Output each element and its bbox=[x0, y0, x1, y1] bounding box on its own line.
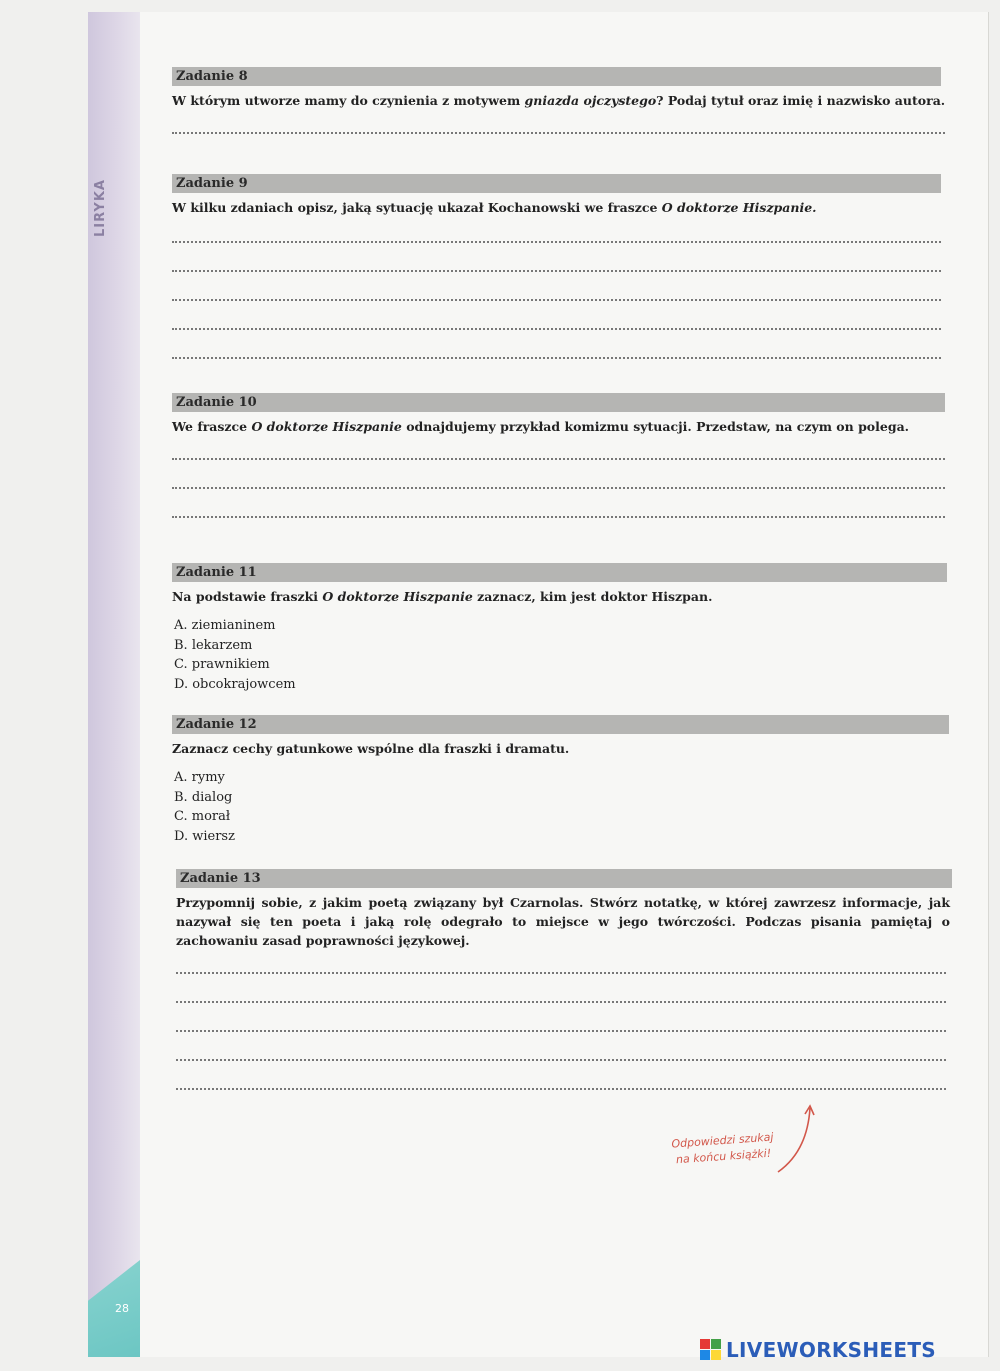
answer-line[interactable] bbox=[172, 299, 941, 301]
answer-line[interactable] bbox=[172, 458, 945, 460]
option-b[interactable]: B. lekarzem bbox=[174, 637, 253, 653]
task-10 bbox=[172, 393, 945, 518]
option-a[interactable]: A. ziemianinem bbox=[174, 618, 276, 633]
answer-line[interactable] bbox=[176, 1030, 946, 1032]
answer-options bbox=[172, 768, 949, 846]
option-d[interactable]: D. wiersz bbox=[174, 828, 235, 844]
answer-line[interactable] bbox=[172, 132, 945, 134]
task-header: Zadanie 9 bbox=[172, 174, 941, 193]
task-question: Na podstawie fraszki O doktorze Hiszpanie zaznacz, kim jest doktor Hiszpan. bbox=[172, 589, 713, 604]
option-b[interactable]: B. dialog bbox=[174, 789, 233, 805]
task-question: W kilku zdaniach opisz, jaką sytuację ukazał Kochanowski we fraszce O doktorze Hiszpanie. bbox=[172, 200, 817, 215]
task-header: Zadanie 12 bbox=[172, 715, 949, 734]
answer-line[interactable] bbox=[172, 357, 941, 359]
answer-line[interactable] bbox=[176, 1088, 946, 1090]
task-11 bbox=[172, 563, 947, 694]
arrow-up-icon bbox=[770, 1100, 820, 1180]
sidebar-label: LIRYKA bbox=[93, 179, 108, 237]
task-header: Zadanie 10 bbox=[172, 393, 945, 412]
task-9 bbox=[172, 174, 941, 359]
task-header: Zadanie 8 bbox=[172, 67, 941, 86]
option-a[interactable]: A. rymy bbox=[174, 770, 225, 785]
task-13 bbox=[176, 869, 952, 1090]
answer-line[interactable] bbox=[172, 516, 945, 518]
liveworksheets-logo bbox=[700, 1338, 936, 1362]
option-c[interactable]: C. morał bbox=[174, 809, 231, 824]
answer-line[interactable] bbox=[172, 241, 941, 243]
page-number: 28 bbox=[115, 1302, 129, 1315]
option-c[interactable]: C. prawnikiem bbox=[174, 657, 270, 672]
answer-line[interactable] bbox=[176, 972, 946, 974]
task-question: W którym utworze mamy do czynienia z motywem gniazda ojczystego? Podaj tytuł oraz imię i nazwisko autora. bbox=[172, 93, 946, 108]
task-question: Przypomnij sobie, z jakim poetą związany był Czarnolas. Stwórz notatkę, w której zawrzesz informacje, jak nazywał się ten poeta i jaką rolę odegrało to miejsce w jego twórczości. Podczas pisania pamiętaj o zachowaniu zasad poprawności językowej. bbox=[176, 895, 950, 948]
logo-squares-icon bbox=[700, 1339, 722, 1361]
option-d[interactable]: D. obcokrajowcem bbox=[174, 676, 296, 692]
answer-line[interactable] bbox=[172, 487, 945, 489]
task-header: Zadanie 11 bbox=[172, 563, 947, 582]
answer-options bbox=[172, 616, 947, 694]
logo-text: LIVEWORKSHEETS bbox=[726, 1338, 937, 1362]
answer-line[interactable] bbox=[176, 1059, 946, 1061]
task-12 bbox=[172, 715, 949, 846]
task-8 bbox=[172, 67, 945, 134]
task-header: Zadanie 13 bbox=[176, 869, 952, 888]
answer-line[interactable] bbox=[176, 1001, 946, 1003]
task-question: We fraszce O doktorze Hiszpanie odnajdujemy przykład komizmu sytuacji. Przedstaw, na czym on polega. bbox=[172, 419, 910, 434]
answer-line[interactable] bbox=[172, 328, 941, 330]
answers-note: Odpowiedzi szukaj na końcu książki! bbox=[671, 1130, 774, 1167]
task-question: Zaznacz cechy gatunkowe wspólne dla fraszki i dramatu. bbox=[172, 741, 570, 756]
answer-line[interactable] bbox=[172, 270, 941, 272]
